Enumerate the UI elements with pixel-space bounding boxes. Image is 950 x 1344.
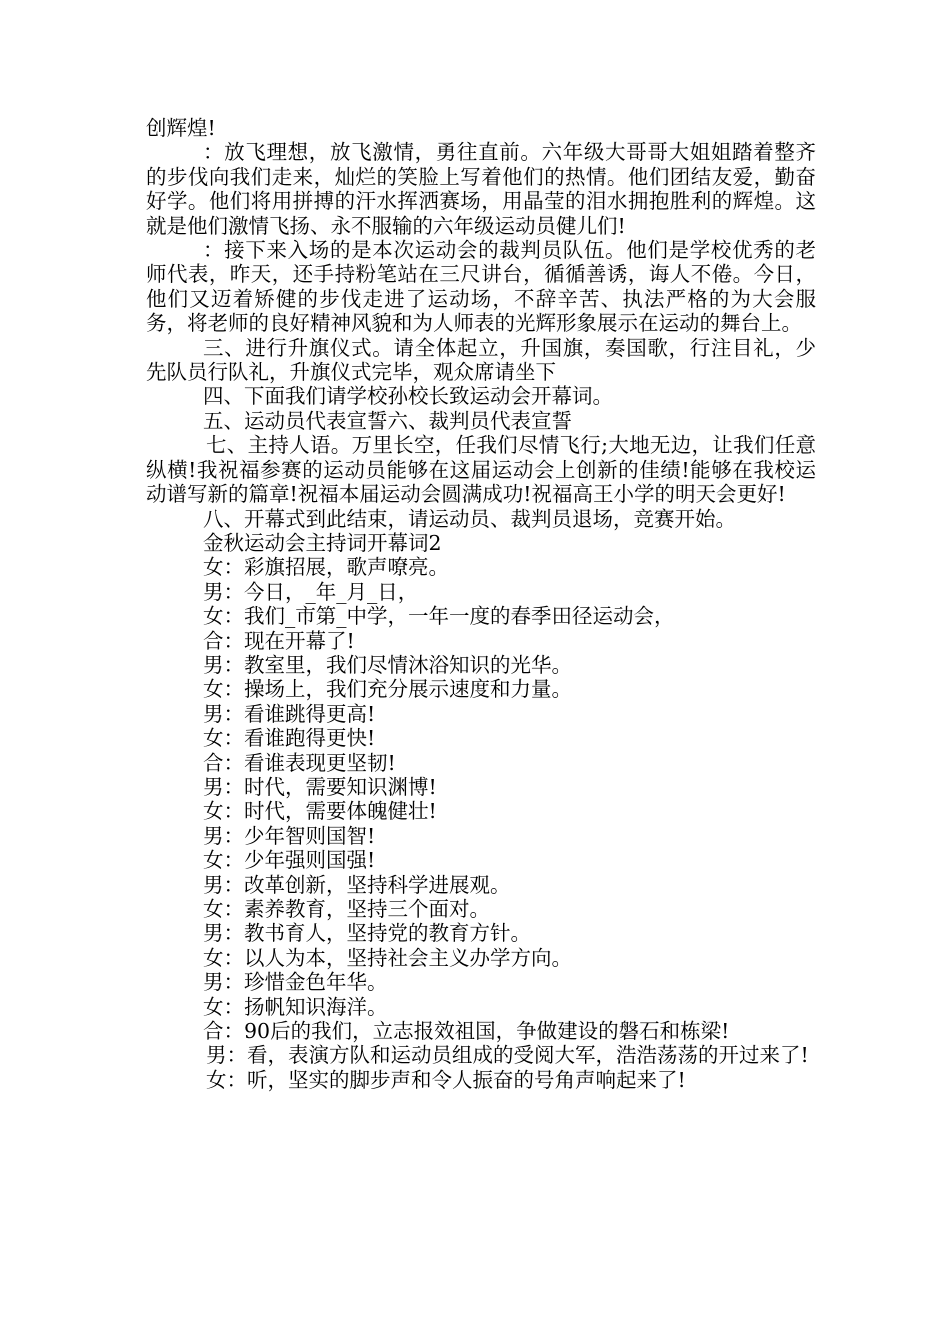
dialogue-line: 男：珍惜金色年华。 [203,970,388,995]
paragraph: 创辉煌! [146,116,216,140]
dialogue-line: 合：看谁表现更坚韧! [203,750,396,775]
paragraph: 八、开幕式到此结束，请运动员、裁判员退场，竞赛开始。 [203,506,736,531]
dialogue-line: 女：素养教育，坚持三个面对。 [203,897,490,921]
dialogue-line: 男：看，表演方队和运动员组成的受阅大军，浩浩荡荡的开过来了! [206,1043,809,1068]
dialogue-line: 女：少年强则国强! [203,848,376,873]
dialogue-line: 女：时代，需要体魄健壮! [203,799,437,824]
document-body [146,116,816,1092]
paragraph: 三、进行升旗仪式。请全体起立，升国旗，奏国歌，行注目礼，少先队员行队礼，升旗仪式完毕，观众席请坐下 [146,335,816,385]
paragraph: 四、下面我们请学校孙校长致运动会开幕词。 [203,384,613,409]
dialogue-line: 男：改革创新，坚持科学进展观。 [203,872,511,897]
dialogue-line: 女：听，坚实的脚步声和令人振奋的号角声响起来了! [206,1067,686,1092]
dialogue-line: 女：操场上，我们充分展示速度和力量。 [203,677,572,702]
dialogue-line: 男：时代，需要知识渊博! [203,774,437,799]
dialogue-line: 女：以人为本，坚持社会主义办学方向。 [203,945,572,970]
dialogue-line: 女：看谁跑得更快! [203,726,376,751]
dialogue-line: 女：我们_市第_中学，一年一度的春季田径运动会， [203,604,675,629]
paragraph: ：放飞理想，放飞激情，勇往直前。六年级大哥哥大姐姐踏着整齐的步伐向我们走来，灿烂的笑脸上写着他们的热情。他们团结友爱，勤奋好学。他们将用拼搏的汗水挥洒赛场，用晶莹的泪水拥抱胜利的辉煌。这就是他们激情飞扬、永不服输的六年级运动员健儿们! [146,140,816,238]
dialogue-line: 男：教书育人，坚持党的教育方针。 [203,921,531,946]
dialogue-line: 男：今日，_年_月_日， [203,579,419,604]
dialogue-line: 女：扬帆知识海洋。 [203,994,388,1019]
dialogue-line: 男：少年智则国智! [203,823,376,848]
dialogue-line: 合：现在开幕了! [203,628,355,653]
paragraph: ：接下来入场的是本次运动会的裁判员队伍。他们是学校优秀的老师代表，昨天，还手持粉笔站在三尺讲台，循循善诱，诲人不倦。今日，他们又迈着矫健的步伐走进了运动场，不辞辛苦、执法严格的为大会服务，将老师的良好精神风貌和为人师表的光辉形象展示在运动的舞台上。 [146,238,816,336]
dialogue-line: 合：90后的我们，立志报效祖国，争做建设的磐石和栋梁! [203,1019,730,1044]
dialogue-line: 男：看谁跳得更高! [203,701,376,726]
paragraph: 七、主持人语。万里长空，任我们尽情飞行;大地无边，让我们任意纵横!我祝福参赛的运动员能够在这届运动会上创新的佳绩!能够在我校运动谱写新的篇章!祝福本届运动会圆满成功!祝福高王小学的明天会更好! [146,433,816,507]
dialogue-line: 男：教室里，我们尽情沐浴知识的光华。 [203,652,572,677]
section-heading: 金秋运动会主持词开幕词2 [203,530,442,555]
dialogue-line: 女：彩旗招展，歌声嘹亮。 [203,555,449,580]
paragraph: 五、运动员代表宣誓六、裁判员代表宣誓 [203,408,572,433]
